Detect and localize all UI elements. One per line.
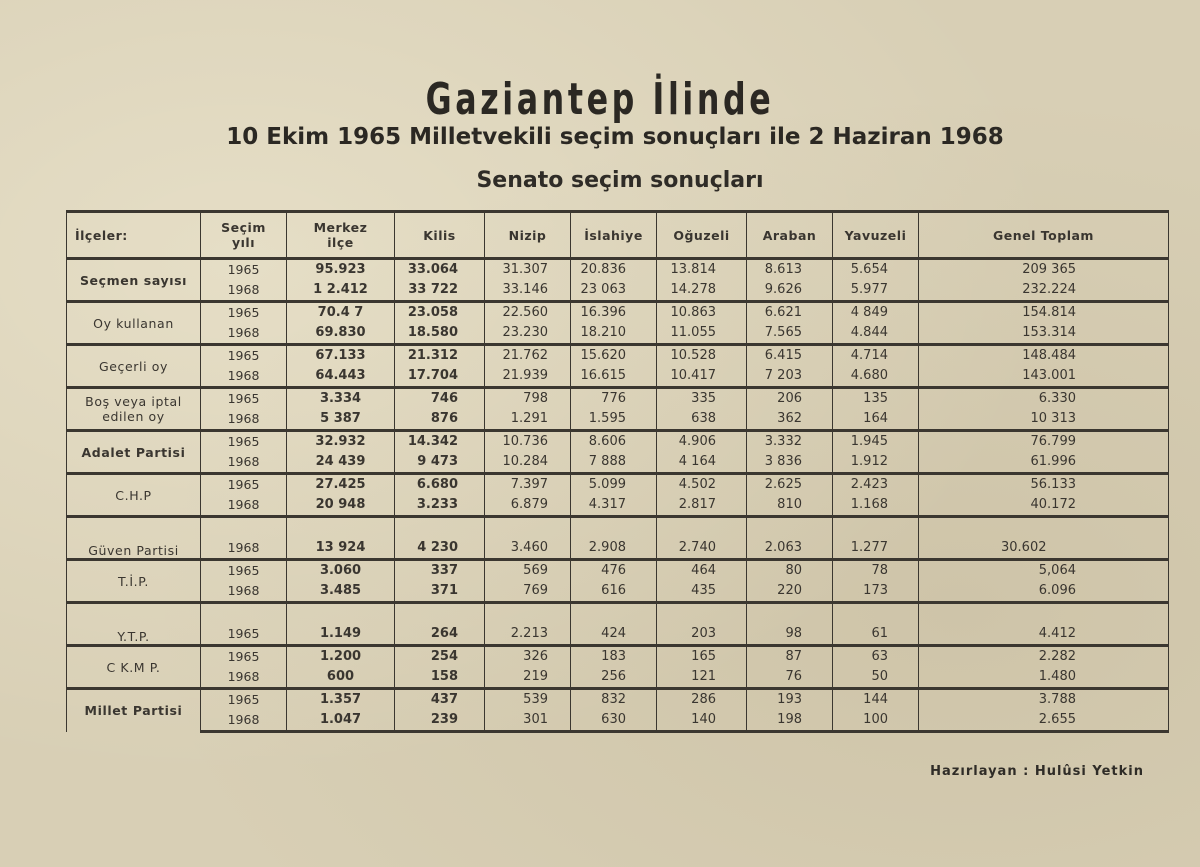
cell-oguzeli: 2.740 <box>657 517 747 560</box>
cell-islahiye: 5.099 <box>571 474 657 496</box>
cell-oguzeli: 464 <box>657 560 747 582</box>
cell-yavuzeli: 1.912 <box>833 452 919 474</box>
cell-nizip: 301 <box>485 710 571 732</box>
cell-araban: 8.613 <box>747 259 833 281</box>
election-year-cell: 1965 <box>201 345 287 367</box>
cell-islahiye: 832 <box>571 689 657 711</box>
election-year-cell: 1965 <box>201 689 287 711</box>
cell-islahiye: 8.606 <box>571 431 657 453</box>
cell-kilis: 254 <box>395 646 485 668</box>
cell-merkez: 67.133 <box>287 345 395 367</box>
cell-araban: 6.415 <box>747 345 833 367</box>
page-title: Gaziantep İlinde <box>425 74 775 125</box>
cell-araban: 220 <box>747 581 833 603</box>
cell-araban: 193 <box>747 689 833 711</box>
cell-nizip: 33.146 <box>485 280 571 302</box>
cell-islahiye: 256 <box>571 667 657 689</box>
election-year-cell: 1968 <box>201 710 287 732</box>
cell-total: 40.172 <box>919 495 1169 517</box>
cell-yavuzeli: 50 <box>833 667 919 689</box>
election-results-table <box>66 210 1169 733</box>
cell-araban: 810 <box>747 495 833 517</box>
cell-oguzeli: 2.817 <box>657 495 747 517</box>
cell-nizip: 22.560 <box>485 302 571 324</box>
cell-islahiye: 7 888 <box>571 452 657 474</box>
cell-oguzeli: 165 <box>657 646 747 668</box>
cell-merkez: 3.334 <box>287 388 395 410</box>
election-year-cell: 1968 <box>201 581 287 603</box>
election-year-cell: 1965 <box>201 560 287 582</box>
cell-kilis: 14.342 <box>395 431 485 453</box>
cell-nizip: 7.397 <box>485 474 571 496</box>
cell-yavuzeli: 135 <box>833 388 919 410</box>
cell-araban: 7.565 <box>747 323 833 345</box>
cell-islahiye: 424 <box>571 603 657 646</box>
cell-nizip: 326 <box>485 646 571 668</box>
cell-kilis: 876 <box>395 409 485 431</box>
cell-merkez: 27.425 <box>287 474 395 496</box>
cell-islahiye: 616 <box>571 581 657 603</box>
cell-total: 1.480 <box>919 667 1169 689</box>
cell-islahiye: 630 <box>571 710 657 732</box>
cell-araban: 98 <box>747 603 833 646</box>
cell-total: 148.484 <box>919 345 1169 367</box>
cell-nizip: 219 <box>485 667 571 689</box>
table-row <box>67 667 1169 689</box>
election-year-cell: 1965 <box>201 603 287 646</box>
election-year-cell: 1965 <box>201 259 287 281</box>
cell-merkez: 70.4 7 <box>287 302 395 324</box>
cell-total: 5,064 <box>919 560 1169 582</box>
cell-araban: 2.625 <box>747 474 833 496</box>
cell-kilis: 239 <box>395 710 485 732</box>
cell-oguzeli: 10.528 <box>657 345 747 367</box>
table-row <box>67 431 1169 453</box>
cell-kilis: 18.580 <box>395 323 485 345</box>
cell-total: 56.133 <box>919 474 1169 496</box>
cell-kilis: 337 <box>395 560 485 582</box>
cell-total: 2.282 <box>919 646 1169 668</box>
table-row <box>67 323 1169 345</box>
cell-oguzeli: 10.417 <box>657 366 747 388</box>
cell-merkez: 69.830 <box>287 323 395 345</box>
header-araban: Araban <box>747 212 833 259</box>
cell-total: 3.788 <box>919 689 1169 711</box>
cell-oguzeli: 13.814 <box>657 259 747 281</box>
cell-kilis: 21.312 <box>395 345 485 367</box>
cell-nizip: 10.284 <box>485 452 571 474</box>
cell-oguzeli: 4.502 <box>657 474 747 496</box>
cell-kilis: 9 473 <box>395 452 485 474</box>
cell-araban: 3.332 <box>747 431 833 453</box>
cell-yavuzeli: 5.654 <box>833 259 919 281</box>
cell-yavuzeli: 173 <box>833 581 919 603</box>
cell-merkez: 1.200 <box>287 646 395 668</box>
cell-yavuzeli: 144 <box>833 689 919 711</box>
cell-nizip: 3.460 <box>485 517 571 560</box>
cell-nizip: 769 <box>485 581 571 603</box>
row-label: Millet Partisi <box>67 689 201 732</box>
cell-kilis: 371 <box>395 581 485 603</box>
cell-araban: 9.626 <box>747 280 833 302</box>
cell-merkez: 1 2.412 <box>287 280 395 302</box>
row-label: Güven Partisi <box>67 517 201 560</box>
cell-islahiye: 16.396 <box>571 302 657 324</box>
cell-nizip: 31.307 <box>485 259 571 281</box>
table-row <box>67 646 1169 668</box>
cell-nizip: 21.762 <box>485 345 571 367</box>
election-year-cell: 1968 <box>201 495 287 517</box>
cell-oguzeli: 140 <box>657 710 747 732</box>
row-label: Y.T.P. <box>67 603 201 646</box>
cell-araban: 7 203 <box>747 366 833 388</box>
cell-yavuzeli: 4.680 <box>833 366 919 388</box>
cell-total: 6.096 <box>919 581 1169 603</box>
cell-oguzeli: 121 <box>657 667 747 689</box>
election-year-cell: 1968 <box>201 667 287 689</box>
cell-yavuzeli: 4 849 <box>833 302 919 324</box>
row-label: C K.M P. <box>67 646 201 689</box>
table-row <box>67 689 1169 711</box>
cell-total: 10 313 <box>919 409 1169 431</box>
table-row <box>67 517 1169 560</box>
cell-islahiye: 20.836 <box>571 259 657 281</box>
table-body <box>67 259 1169 732</box>
cell-oguzeli: 10.863 <box>657 302 747 324</box>
header-secim-yili: Seçim yılı <box>201 212 287 259</box>
cell-oguzeli: 11.055 <box>657 323 747 345</box>
row-label: Seçmen sayısı <box>67 259 201 302</box>
row-label: Boş veya iptal edilen oy <box>67 388 201 431</box>
table-row <box>67 302 1169 324</box>
election-year-cell: 1968 <box>201 452 287 474</box>
header-nizip: Nizip <box>485 212 571 259</box>
cell-araban: 87 <box>747 646 833 668</box>
credit-line: Hazırlayan : Hulûsi Yetkin <box>930 764 1144 779</box>
cell-araban: 362 <box>747 409 833 431</box>
election-year-cell: 1968 <box>201 409 287 431</box>
table-header-row <box>67 212 1169 259</box>
cell-total: 76.799 <box>919 431 1169 453</box>
row-label: Geçerli oy <box>67 345 201 388</box>
cell-merkez: 3.060 <box>287 560 395 582</box>
cell-total: 154.814 <box>919 302 1169 324</box>
header-genel-toplam: Genel Toplam <box>919 212 1169 259</box>
row-label: T.İ.P. <box>67 560 201 603</box>
cell-nizip: 21.939 <box>485 366 571 388</box>
election-year-cell: 1968 <box>201 280 287 302</box>
cell-nizip: 23.230 <box>485 323 571 345</box>
header-oguzeli: Oğuzeli <box>657 212 747 259</box>
cell-merkez: 1.149 <box>287 603 395 646</box>
cell-oguzeli: 286 <box>657 689 747 711</box>
table-row <box>67 409 1169 431</box>
cell-yavuzeli: 100 <box>833 710 919 732</box>
cell-yavuzeli: 63 <box>833 646 919 668</box>
table-row <box>67 452 1169 474</box>
cell-araban: 76 <box>747 667 833 689</box>
table-row <box>67 474 1169 496</box>
cell-islahiye: 776 <box>571 388 657 410</box>
election-year-cell: 1968 <box>201 323 287 345</box>
table-row <box>67 495 1169 517</box>
cell-kilis: 6.680 <box>395 474 485 496</box>
cell-merkez: 3.485 <box>287 581 395 603</box>
cell-islahiye: 183 <box>571 646 657 668</box>
cell-total: 61.996 <box>919 452 1169 474</box>
page-subtitle: 10 Ekim 1965 Milletvekili seçim sonuçları ile 2 Haziran 1968 <box>226 124 1004 150</box>
cell-yavuzeli: 1.277 <box>833 517 919 560</box>
cell-total: 4.412 <box>919 603 1169 646</box>
cell-yavuzeli: 1.945 <box>833 431 919 453</box>
cell-merkez: 20 948 <box>287 495 395 517</box>
cell-merkez: 1.357 <box>287 689 395 711</box>
cell-merkez: 95.923 <box>287 259 395 281</box>
cell-merkez: 600 <box>287 667 395 689</box>
cell-kilis: 33 722 <box>395 280 485 302</box>
election-year-cell: 1965 <box>201 302 287 324</box>
row-label: C.H.P <box>67 474 201 517</box>
cell-oguzeli: 638 <box>657 409 747 431</box>
cell-islahiye: 1.595 <box>571 409 657 431</box>
cell-yavuzeli: 5.977 <box>833 280 919 302</box>
cell-islahiye: 16.615 <box>571 366 657 388</box>
cell-islahiye: 476 <box>571 560 657 582</box>
cell-kilis: 158 <box>395 667 485 689</box>
cell-merkez: 64.443 <box>287 366 395 388</box>
page-subtitle-senate: Senato seçim sonuçları <box>476 168 764 193</box>
cell-yavuzeli: 4.844 <box>833 323 919 345</box>
cell-oguzeli: 203 <box>657 603 747 646</box>
cell-oguzeli: 14.278 <box>657 280 747 302</box>
cell-oguzeli: 335 <box>657 388 747 410</box>
table-row <box>67 388 1169 410</box>
cell-islahiye: 23 063 <box>571 280 657 302</box>
cell-merkez: 1.047 <box>287 710 395 732</box>
cell-araban: 2.063 <box>747 517 833 560</box>
cell-islahiye: 18.210 <box>571 323 657 345</box>
cell-yavuzeli: 2.423 <box>833 474 919 496</box>
cell-araban: 3 836 <box>747 452 833 474</box>
election-year-cell: 1965 <box>201 474 287 496</box>
table-row <box>67 345 1169 367</box>
cell-nizip: 6.879 <box>485 495 571 517</box>
cell-kilis: 746 <box>395 388 485 410</box>
cell-islahiye: 4.317 <box>571 495 657 517</box>
cell-oguzeli: 4.906 <box>657 431 747 453</box>
election-year-cell: 1965 <box>201 646 287 668</box>
cell-total: 2.655 <box>919 710 1169 732</box>
header-merkez-ilce: Merkez ilçe <box>287 212 395 259</box>
cell-merkez: 5 387 <box>287 409 395 431</box>
table-row <box>67 710 1169 732</box>
cell-merkez: 13 924 <box>287 517 395 560</box>
table-row <box>67 280 1169 302</box>
cell-nizip: 2.213 <box>485 603 571 646</box>
cell-nizip: 798 <box>485 388 571 410</box>
header-kilis: Kilis <box>395 212 485 259</box>
cell-total: 143.001 <box>919 366 1169 388</box>
cell-araban: 80 <box>747 560 833 582</box>
cell-total: 232.224 <box>919 280 1169 302</box>
header-islahiye: İslahiye <box>571 212 657 259</box>
cell-yavuzeli: 4.714 <box>833 345 919 367</box>
cell-yavuzeli: 1.168 <box>833 495 919 517</box>
cell-yavuzeli: 61 <box>833 603 919 646</box>
cell-araban: 198 <box>747 710 833 732</box>
table-row <box>67 603 1169 646</box>
cell-nizip: 539 <box>485 689 571 711</box>
cell-araban: 6.621 <box>747 302 833 324</box>
cell-merkez: 32.932 <box>287 431 395 453</box>
cell-islahiye: 15.620 <box>571 345 657 367</box>
cell-nizip: 569 <box>485 560 571 582</box>
table-row <box>67 581 1169 603</box>
cell-yavuzeli: 164 <box>833 409 919 431</box>
cell-kilis: 437 <box>395 689 485 711</box>
cell-oguzeli: 435 <box>657 581 747 603</box>
cell-yavuzeli: 78 <box>833 560 919 582</box>
cell-araban: 206 <box>747 388 833 410</box>
cell-total: 153.314 <box>919 323 1169 345</box>
cell-kilis: 264 <box>395 603 485 646</box>
cell-total: 30.602 <box>919 517 1169 560</box>
header-yavuzeli: Yavuzeli <box>833 212 919 259</box>
cell-islahiye: 2.908 <box>571 517 657 560</box>
cell-nizip: 10.736 <box>485 431 571 453</box>
cell-kilis: 33.064 <box>395 259 485 281</box>
table-row <box>67 366 1169 388</box>
row-label: Oy kullanan <box>67 302 201 345</box>
row-label: Adalet Partisi <box>67 431 201 474</box>
cell-total: 6.330 <box>919 388 1169 410</box>
cell-kilis: 4 230 <box>395 517 485 560</box>
cell-nizip: 1.291 <box>485 409 571 431</box>
cell-kilis: 17.704 <box>395 366 485 388</box>
election-year-cell: 1965 <box>201 431 287 453</box>
cell-kilis: 3.233 <box>395 495 485 517</box>
table-row <box>67 560 1169 582</box>
table-row <box>67 259 1169 281</box>
cell-total: 209 365 <box>919 259 1169 281</box>
cell-oguzeli: 4 164 <box>657 452 747 474</box>
election-year-cell: 1965 <box>201 388 287 410</box>
cell-kilis: 23.058 <box>395 302 485 324</box>
header-ilceler: İlçeler: <box>67 212 201 259</box>
cell-merkez: 24 439 <box>287 452 395 474</box>
election-year-cell: 1968 <box>201 517 287 560</box>
election-year-cell: 1968 <box>201 366 287 388</box>
